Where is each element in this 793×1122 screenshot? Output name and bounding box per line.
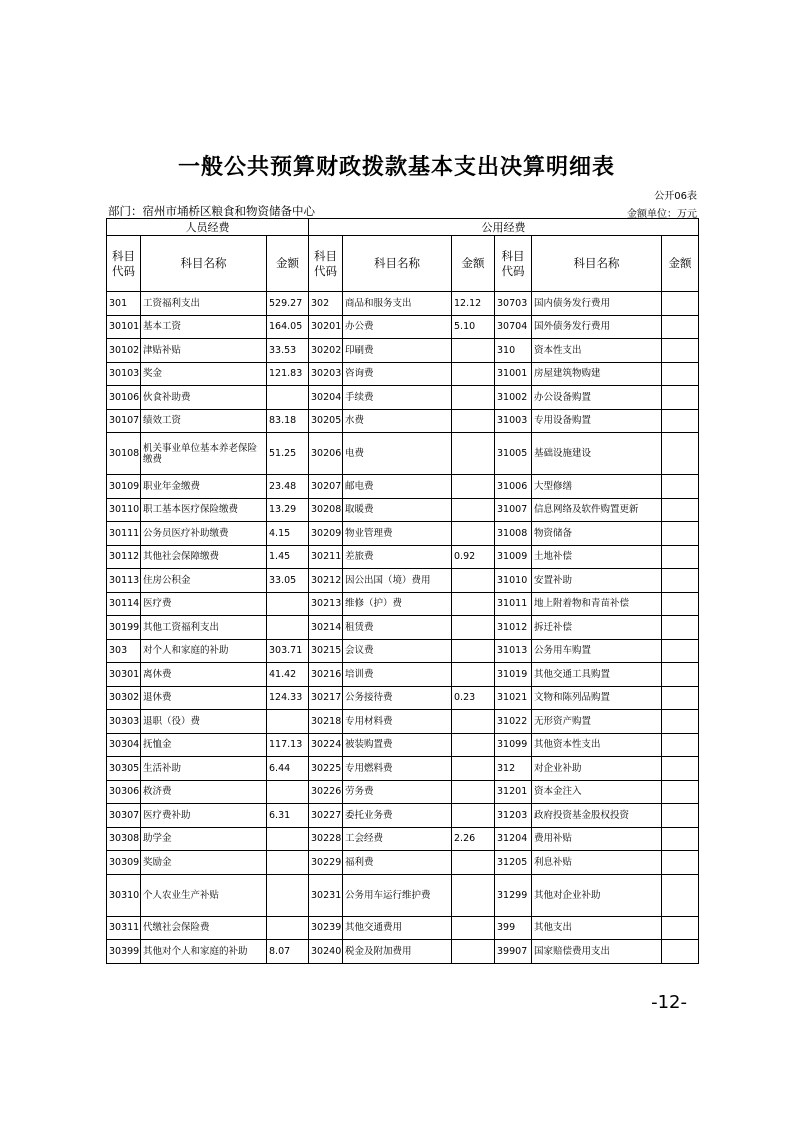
code-cell: 30204 bbox=[309, 386, 343, 410]
name-cell: 医疗费 bbox=[141, 592, 267, 616]
amount-cell bbox=[452, 874, 495, 916]
name-cell: 其他对个人和家庭的补助 bbox=[141, 940, 267, 964]
code-cell: 30207 bbox=[309, 475, 343, 499]
code-cell: 30216 bbox=[309, 663, 343, 687]
amount-cell bbox=[662, 433, 699, 475]
code-cell: 30308 bbox=[107, 827, 141, 851]
table-row bbox=[107, 780, 699, 804]
code-cell: 31012 bbox=[495, 616, 532, 640]
code-cell: 31021 bbox=[495, 686, 532, 710]
amount-cell: 8.07 bbox=[267, 940, 309, 964]
amount-cell bbox=[452, 386, 495, 410]
amount-cell: 164.05 bbox=[267, 315, 309, 339]
name-cell: 国家赔偿费用支出 bbox=[532, 940, 662, 964]
code-cell: 39907 bbox=[495, 940, 532, 964]
amount-cell bbox=[662, 616, 699, 640]
code-cell: 30214 bbox=[309, 616, 343, 640]
amount-cell bbox=[662, 710, 699, 734]
amount-cell bbox=[267, 851, 309, 875]
code-cell: 31009 bbox=[495, 545, 532, 569]
code-cell: 30111 bbox=[107, 522, 141, 546]
page-title: 一般公共预算财政拨款基本支出决算明细表 bbox=[177, 155, 615, 180]
amount-cell bbox=[452, 409, 495, 433]
table-row bbox=[107, 475, 699, 499]
amount-cell: 121.83 bbox=[267, 362, 309, 386]
name-cell: 取暖费 bbox=[343, 498, 452, 522]
header-name: 科目名称 bbox=[343, 236, 452, 292]
amount-cell: 6.44 bbox=[267, 757, 309, 781]
table-row bbox=[107, 940, 699, 964]
name-cell: 基础设施建设 bbox=[532, 433, 662, 475]
code-cell: 30103 bbox=[107, 362, 141, 386]
name-cell: 因公出国（境）费用 bbox=[343, 569, 452, 593]
code-cell: 30303 bbox=[107, 710, 141, 734]
name-cell: 国外债务发行费用 bbox=[532, 315, 662, 339]
amount-cell: 83.18 bbox=[267, 409, 309, 433]
amount-cell: 2.26 bbox=[452, 827, 495, 851]
amount-cell bbox=[452, 804, 495, 828]
table-row bbox=[107, 804, 699, 828]
code-cell: 30228 bbox=[309, 827, 343, 851]
code-cell: 30301 bbox=[107, 663, 141, 687]
name-cell: 职工基本医疗保险缴费 bbox=[141, 498, 267, 522]
code-cell: 302 bbox=[309, 292, 343, 316]
code-cell: 31013 bbox=[495, 639, 532, 663]
amount-cell bbox=[662, 916, 699, 940]
code-cell: 30211 bbox=[309, 545, 343, 569]
name-cell: 住房公积金 bbox=[141, 569, 267, 593]
name-cell: 电费 bbox=[343, 433, 452, 475]
amount-cell bbox=[452, 733, 495, 757]
header-amount: 金额 bbox=[452, 236, 495, 292]
amount-cell bbox=[662, 498, 699, 522]
name-cell: 其他交通费用 bbox=[343, 916, 452, 940]
name-cell: 资本金注入 bbox=[532, 780, 662, 804]
amount-cell bbox=[662, 362, 699, 386]
name-cell: 其他工资福利支出 bbox=[141, 616, 267, 640]
code-cell: 30208 bbox=[309, 498, 343, 522]
table-row bbox=[107, 639, 699, 663]
table-row bbox=[107, 545, 699, 569]
name-cell: 机关事业单位基本养老保险缴费 bbox=[141, 433, 267, 475]
table-row bbox=[107, 433, 699, 475]
amount-cell: 5.10 bbox=[452, 315, 495, 339]
code-cell: 30102 bbox=[107, 339, 141, 363]
code-cell: 30310 bbox=[107, 874, 141, 916]
name-cell: 办公费 bbox=[343, 315, 452, 339]
header-code: 科目 代码 bbox=[309, 236, 343, 292]
name-cell: 专用燃料费 bbox=[343, 757, 452, 781]
name-cell: 税金及附加费用 bbox=[343, 940, 452, 964]
name-cell: 信息网络及软件购置更新 bbox=[532, 498, 662, 522]
name-cell: 抚恤金 bbox=[141, 733, 267, 757]
header-code: 科目 代码 bbox=[495, 236, 532, 292]
amount-cell bbox=[662, 733, 699, 757]
amount-cell bbox=[267, 780, 309, 804]
amount-cell: 0.92 bbox=[452, 545, 495, 569]
name-cell: 其他资本性支出 bbox=[532, 733, 662, 757]
amount-cell bbox=[662, 686, 699, 710]
name-cell: 安置补助 bbox=[532, 569, 662, 593]
code-cell: 30224 bbox=[309, 733, 343, 757]
amount-cell: 41.42 bbox=[267, 663, 309, 687]
name-cell: 地上附着物和青苗补偿 bbox=[532, 592, 662, 616]
name-cell: 基本工资 bbox=[141, 315, 267, 339]
code-cell: 301 bbox=[107, 292, 141, 316]
code-cell: 30201 bbox=[309, 315, 343, 339]
code-cell: 30218 bbox=[309, 710, 343, 734]
code-cell: 31099 bbox=[495, 733, 532, 757]
name-cell: 退职（役）费 bbox=[141, 710, 267, 734]
table-row bbox=[107, 339, 699, 363]
name-cell: 其他社会保障缴费 bbox=[141, 545, 267, 569]
name-cell: 福利费 bbox=[343, 851, 452, 875]
name-cell: 津贴补贴 bbox=[141, 339, 267, 363]
table-row bbox=[107, 874, 699, 916]
amount-cell: 1.45 bbox=[267, 545, 309, 569]
code-cell: 30703 bbox=[495, 292, 532, 316]
name-cell: 被装购置费 bbox=[343, 733, 452, 757]
amount-cell bbox=[662, 874, 699, 916]
amount-cell: 117.13 bbox=[267, 733, 309, 757]
code-cell: 30106 bbox=[107, 386, 141, 410]
code-cell: 31007 bbox=[495, 498, 532, 522]
name-cell: 物业管理费 bbox=[343, 522, 452, 546]
header-name: 科目名称 bbox=[141, 236, 267, 292]
amount-cell: 12.12 bbox=[452, 292, 495, 316]
name-cell: 委托业务费 bbox=[343, 804, 452, 828]
name-cell: 手续费 bbox=[343, 386, 452, 410]
amount-cell bbox=[267, 916, 309, 940]
code-cell: 30217 bbox=[309, 686, 343, 710]
amount-cell: 0.23 bbox=[452, 686, 495, 710]
amount-cell bbox=[452, 616, 495, 640]
name-cell: 其他对企业补助 bbox=[532, 874, 662, 916]
amount-cell: 4.15 bbox=[267, 522, 309, 546]
amount-cell bbox=[662, 545, 699, 569]
code-cell: 30311 bbox=[107, 916, 141, 940]
amount-cell bbox=[452, 639, 495, 663]
name-cell: 对个人和家庭的补助 bbox=[141, 639, 267, 663]
amount-cell bbox=[452, 757, 495, 781]
table-row bbox=[107, 315, 699, 339]
code-cell: 30202 bbox=[309, 339, 343, 363]
amount-cell bbox=[267, 827, 309, 851]
code-cell: 31299 bbox=[495, 874, 532, 916]
header-code: 科目 代码 bbox=[107, 236, 141, 292]
name-cell: 公务用车购置 bbox=[532, 639, 662, 663]
code-cell: 31205 bbox=[495, 851, 532, 875]
amount-unit: 金额单位：万元 bbox=[627, 209, 697, 220]
name-cell: 大型修缮 bbox=[532, 475, 662, 499]
amount-cell: 6.31 bbox=[267, 804, 309, 828]
name-cell: 咨询费 bbox=[343, 362, 452, 386]
name-cell: 退休费 bbox=[141, 686, 267, 710]
amount-cell bbox=[662, 780, 699, 804]
name-cell: 房屋建筑物购建 bbox=[532, 362, 662, 386]
amount-cell: 51.25 bbox=[267, 433, 309, 475]
table-row bbox=[107, 916, 699, 940]
name-cell: 工资福利支出 bbox=[141, 292, 267, 316]
name-cell: 商品和服务支出 bbox=[343, 292, 452, 316]
code-cell: 30107 bbox=[107, 409, 141, 433]
code-cell: 31204 bbox=[495, 827, 532, 851]
name-cell: 个人农业生产补贴 bbox=[141, 874, 267, 916]
name-cell: 公务员医疗补助缴费 bbox=[141, 522, 267, 546]
section-personnel: 人员经费 bbox=[107, 219, 309, 236]
header-name: 科目名称 bbox=[532, 236, 662, 292]
name-cell: 其他支出 bbox=[532, 916, 662, 940]
table-row bbox=[107, 851, 699, 875]
code-cell: 30309 bbox=[107, 851, 141, 875]
amount-cell bbox=[452, 433, 495, 475]
amount-cell bbox=[452, 522, 495, 546]
name-cell: 工会经费 bbox=[343, 827, 452, 851]
amount-cell bbox=[662, 757, 699, 781]
code-cell: 399 bbox=[495, 916, 532, 940]
name-cell: 代缴社会保险费 bbox=[141, 916, 267, 940]
table-row bbox=[107, 522, 699, 546]
code-cell: 30114 bbox=[107, 592, 141, 616]
amount-cell bbox=[267, 386, 309, 410]
code-cell: 30203 bbox=[309, 362, 343, 386]
code-cell: 31201 bbox=[495, 780, 532, 804]
table-row bbox=[107, 569, 699, 593]
amount-cell bbox=[452, 569, 495, 593]
code-cell: 30226 bbox=[309, 780, 343, 804]
section-public: 公用经费 bbox=[309, 219, 699, 236]
amount-cell: 33.05 bbox=[267, 569, 309, 593]
amount-cell bbox=[267, 592, 309, 616]
amount-cell bbox=[452, 851, 495, 875]
name-cell: 伙食补助费 bbox=[141, 386, 267, 410]
amount-cell bbox=[662, 592, 699, 616]
code-cell: 310 bbox=[495, 339, 532, 363]
amount-cell bbox=[452, 940, 495, 964]
amount-cell bbox=[452, 780, 495, 804]
code-cell: 31002 bbox=[495, 386, 532, 410]
table-row bbox=[107, 733, 699, 757]
amount-cell bbox=[662, 940, 699, 964]
code-cell: 303 bbox=[107, 639, 141, 663]
name-cell: 奖励金 bbox=[141, 851, 267, 875]
amount-cell: 33.53 bbox=[267, 339, 309, 363]
name-cell: 绩效工资 bbox=[141, 409, 267, 433]
amount-cell bbox=[662, 409, 699, 433]
name-cell: 费用补贴 bbox=[532, 827, 662, 851]
name-cell: 生活补助 bbox=[141, 757, 267, 781]
code-cell: 30307 bbox=[107, 804, 141, 828]
code-cell: 31011 bbox=[495, 592, 532, 616]
amount-cell bbox=[662, 804, 699, 828]
amount-cell bbox=[662, 386, 699, 410]
amount-cell bbox=[452, 916, 495, 940]
code-cell: 30199 bbox=[107, 616, 141, 640]
amount-cell bbox=[452, 339, 495, 363]
code-cell: 30229 bbox=[309, 851, 343, 875]
name-cell: 专用设备购置 bbox=[532, 409, 662, 433]
table-row bbox=[107, 409, 699, 433]
code-cell: 31203 bbox=[495, 804, 532, 828]
amount-cell bbox=[662, 569, 699, 593]
amount-cell bbox=[662, 315, 699, 339]
table-row bbox=[107, 498, 699, 522]
table-row bbox=[107, 362, 699, 386]
name-cell: 医疗费补助 bbox=[141, 804, 267, 828]
name-cell: 公务用车运行维护费 bbox=[343, 874, 452, 916]
code-cell: 30113 bbox=[107, 569, 141, 593]
table-row bbox=[107, 663, 699, 687]
name-cell: 办公设备购置 bbox=[532, 386, 662, 410]
code-cell: 31003 bbox=[495, 409, 532, 433]
name-cell: 对企业补助 bbox=[532, 757, 662, 781]
name-cell: 利息补贴 bbox=[532, 851, 662, 875]
name-cell: 培训费 bbox=[343, 663, 452, 687]
header-amount: 金额 bbox=[662, 236, 699, 292]
header-amount: 金额 bbox=[267, 236, 309, 292]
amount-cell: 13.29 bbox=[267, 498, 309, 522]
name-cell: 土地补偿 bbox=[532, 545, 662, 569]
form-number: 公开06表 bbox=[654, 191, 697, 202]
code-cell: 30209 bbox=[309, 522, 343, 546]
amount-cell bbox=[452, 710, 495, 734]
table-row bbox=[107, 616, 699, 640]
code-cell: 30231 bbox=[309, 874, 343, 916]
name-cell: 国内债务发行费用 bbox=[532, 292, 662, 316]
code-cell: 31010 bbox=[495, 569, 532, 593]
name-cell: 租赁费 bbox=[343, 616, 452, 640]
name-cell: 资本性支出 bbox=[532, 339, 662, 363]
amount-cell bbox=[267, 616, 309, 640]
amount-cell bbox=[662, 522, 699, 546]
table-row bbox=[107, 827, 699, 851]
table-row bbox=[107, 386, 699, 410]
code-cell: 30399 bbox=[107, 940, 141, 964]
amount-cell bbox=[662, 339, 699, 363]
code-cell: 30205 bbox=[309, 409, 343, 433]
amount-cell: 124.33 bbox=[267, 686, 309, 710]
name-cell: 差旅费 bbox=[343, 545, 452, 569]
amount-cell bbox=[452, 475, 495, 499]
code-cell: 30225 bbox=[309, 757, 343, 781]
name-cell: 助学金 bbox=[141, 827, 267, 851]
name-cell: 文物和陈列品购置 bbox=[532, 686, 662, 710]
name-cell: 公务接待费 bbox=[343, 686, 452, 710]
code-cell: 31022 bbox=[495, 710, 532, 734]
name-cell: 救济费 bbox=[141, 780, 267, 804]
amount-cell: 23.48 bbox=[267, 475, 309, 499]
code-cell: 30109 bbox=[107, 475, 141, 499]
code-cell: 30108 bbox=[107, 433, 141, 475]
table-row bbox=[107, 292, 699, 316]
code-cell: 30101 bbox=[107, 315, 141, 339]
code-cell: 30304 bbox=[107, 733, 141, 757]
amount-cell bbox=[662, 475, 699, 499]
name-cell: 离休费 bbox=[141, 663, 267, 687]
amount-cell bbox=[452, 663, 495, 687]
amount-cell bbox=[267, 874, 309, 916]
amount-cell: 529.27 bbox=[267, 292, 309, 316]
name-cell: 印刷费 bbox=[343, 339, 452, 363]
amount-cell bbox=[267, 710, 309, 734]
name-cell: 会议费 bbox=[343, 639, 452, 663]
code-cell: 31001 bbox=[495, 362, 532, 386]
code-cell: 312 bbox=[495, 757, 532, 781]
code-cell: 30112 bbox=[107, 545, 141, 569]
code-cell: 31005 bbox=[495, 433, 532, 475]
department-label: 部门：宿州市埇桥区粮食和物资储备中心 bbox=[108, 204, 315, 218]
name-cell: 职业年金缴费 bbox=[141, 475, 267, 499]
code-cell: 30240 bbox=[309, 940, 343, 964]
name-cell: 邮电费 bbox=[343, 475, 452, 499]
amount-cell: 303.71 bbox=[267, 639, 309, 663]
name-cell: 奖金 bbox=[141, 362, 267, 386]
name-cell: 劳务费 bbox=[343, 780, 452, 804]
code-cell: 31006 bbox=[495, 475, 532, 499]
name-cell: 拆迁补偿 bbox=[532, 616, 662, 640]
amount-cell bbox=[452, 498, 495, 522]
name-cell: 无形资产购置 bbox=[532, 710, 662, 734]
amount-cell bbox=[452, 592, 495, 616]
code-cell: 30215 bbox=[309, 639, 343, 663]
amount-cell bbox=[662, 851, 699, 875]
code-cell: 30302 bbox=[107, 686, 141, 710]
code-cell: 30227 bbox=[309, 804, 343, 828]
code-cell: 30704 bbox=[495, 315, 532, 339]
amount-cell bbox=[662, 827, 699, 851]
code-cell: 30206 bbox=[309, 433, 343, 475]
code-cell: 30305 bbox=[107, 757, 141, 781]
amount-cell bbox=[452, 362, 495, 386]
amount-cell bbox=[662, 639, 699, 663]
amount-cell bbox=[662, 292, 699, 316]
name-cell: 物资储备 bbox=[532, 522, 662, 546]
code-cell: 31008 bbox=[495, 522, 532, 546]
table-row bbox=[107, 757, 699, 781]
page-number: -12- bbox=[651, 992, 687, 1013]
amount-cell bbox=[662, 663, 699, 687]
table-row bbox=[107, 686, 699, 710]
table-row bbox=[107, 710, 699, 734]
name-cell: 专用材料费 bbox=[343, 710, 452, 734]
code-cell: 30306 bbox=[107, 780, 141, 804]
name-cell: 其他交通工具购置 bbox=[532, 663, 662, 687]
code-cell: 31019 bbox=[495, 663, 532, 687]
name-cell: 维修（护）费 bbox=[343, 592, 452, 616]
code-cell: 30212 bbox=[309, 569, 343, 593]
code-cell: 30213 bbox=[309, 592, 343, 616]
code-cell: 30239 bbox=[309, 916, 343, 940]
expenditure-table bbox=[106, 218, 699, 964]
name-cell: 水费 bbox=[343, 409, 452, 433]
code-cell: 30110 bbox=[107, 498, 141, 522]
table-row bbox=[107, 592, 699, 616]
name-cell: 政府投资基金股权投资 bbox=[532, 804, 662, 828]
